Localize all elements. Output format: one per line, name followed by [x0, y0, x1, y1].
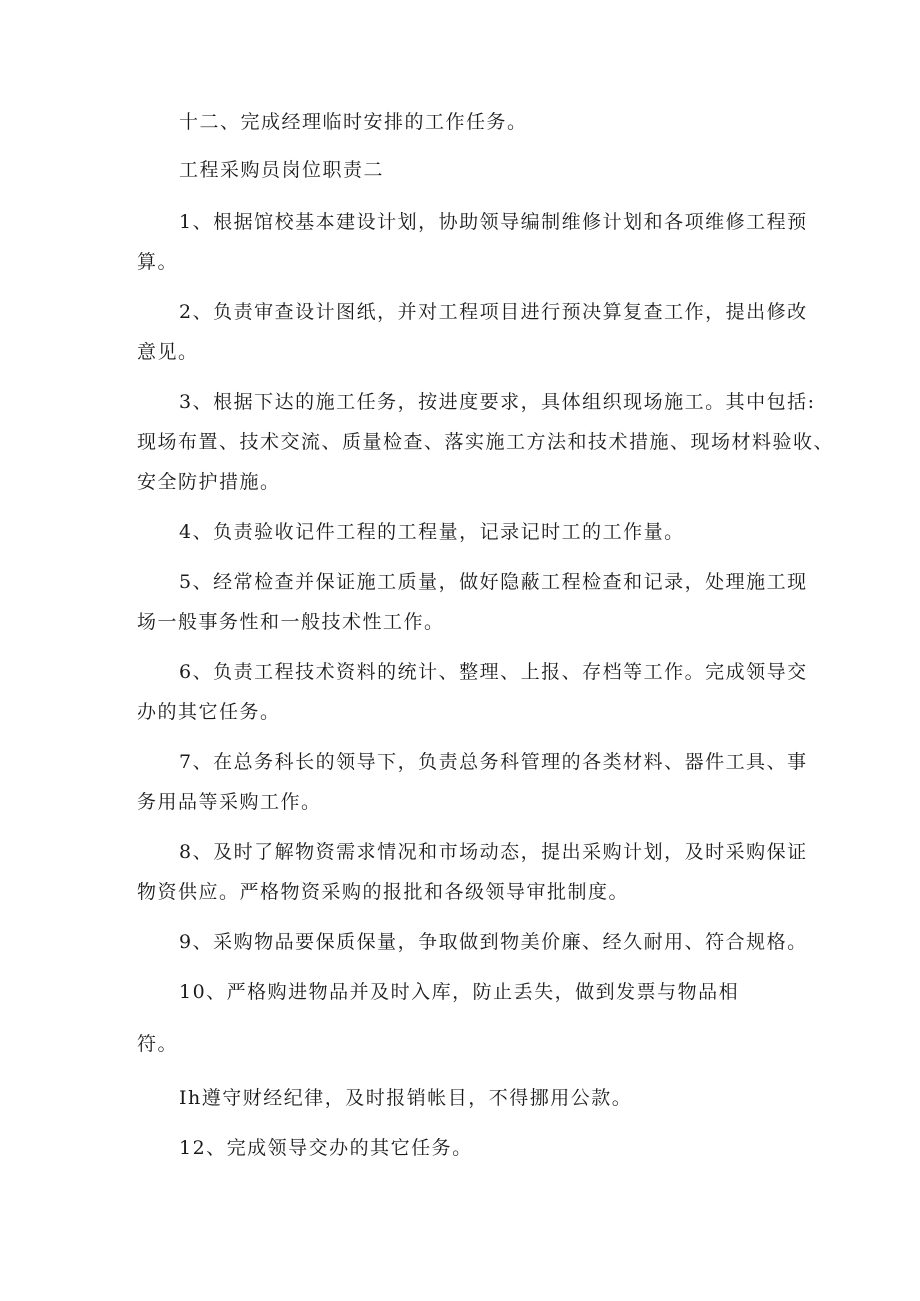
paragraph-task-twelve-previous: 十二、完成经理临时安排的工作任务。	[179, 111, 528, 133]
list-item-5: 5、经常检查并保证施工质量，做好隐蔽工程检查和记录，处理施工现 场一般事务性和一般技术性工作。	[137, 571, 808, 633]
list-item-9: 9、采购物品要保质保量，争取做到物美价廉、经久耐用、符合规格。	[179, 931, 808, 953]
list-item-4: 4、负责验收记件工程的工程量，记录记时工的工作量。	[179, 521, 685, 543]
section-title: 工程采购员岗位职责二	[179, 159, 385, 181]
list-item-1: 1、根据馆校基本建设计划，协助领导编制维修计划和各项维修工程预 算。	[137, 211, 808, 273]
list-item-10: 10、严格购进物品并及时入库，防止丢失，做到发票与物品相	[179, 981, 740, 1003]
list-item-7: 7、在总务科长的领导下，负责总务科管理的各类材料、器件工具、事 务用品等采购工作。	[137, 751, 808, 813]
list-item-11: Ih遵守财经纪律，及时报销帐目，不得挪用公款。	[179, 1087, 633, 1109]
list-item-6: 6、负责工程技术资料的统计、整理、上报、存档等工作。完成领导交 办的其它任务。	[137, 661, 808, 723]
list-item-8: 8、及时了解物资需求情况和市场动态，提出采购计划，及时采购保证 物资供应。严格物资采购的报批和各级领导审批制度。	[137, 841, 808, 903]
list-item-3: 3、根据下达的施工任务，按进度要求，具体组织现场施工。其中包括: 现场布置、技术交流、质量检查、落实施工方法和技术措施、现场材料验收、 安全防护措施。	[137, 391, 835, 493]
list-item-2: 2、负责审查设计图纸，并对工程项目进行预决算复查工作，提出修改 意见。	[137, 301, 808, 363]
list-item-10-continuation: 符。	[137, 1033, 179, 1055]
list-item-12: 12、完成领导交办的其它任务。	[179, 1137, 473, 1159]
